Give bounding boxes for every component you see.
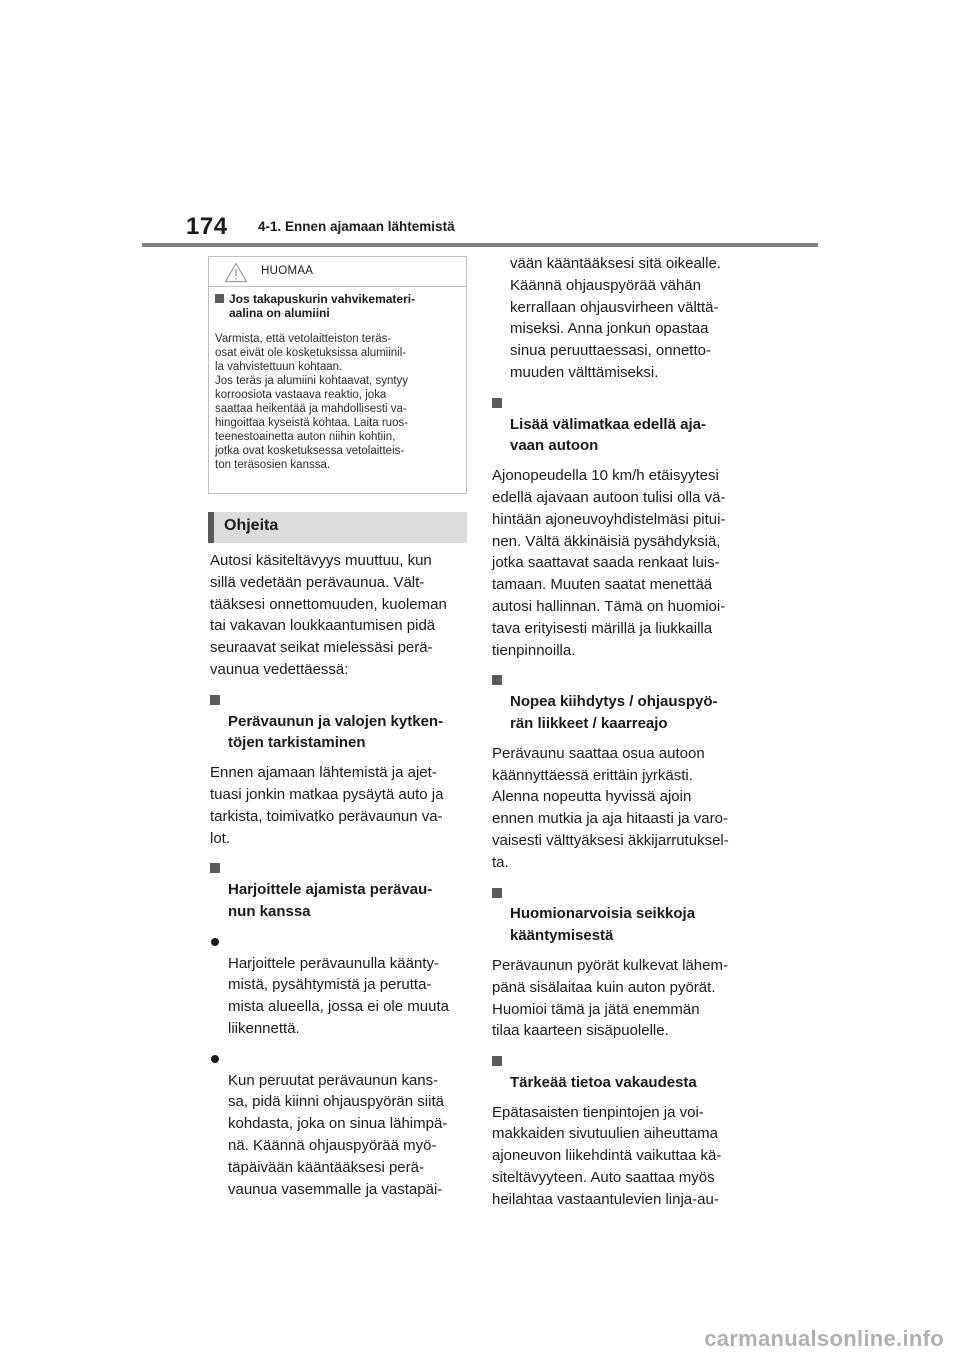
caution-header: [209, 257, 466, 287]
section-heading-text: Ohjeita: [224, 517, 279, 534]
square-bullet-icon: [492, 398, 502, 408]
round-bullet-icon: [211, 938, 219, 946]
paragraph-lights-check: Ennen ajamaan lähtemistä ja ajet- tuasi jonkin matkaa pysäytä auto ja tarkista, toimivatko perävaunun va- lot.: [210, 764, 444, 847]
bullet-item: [210, 931, 472, 1040]
square-bullet-icon: [210, 695, 220, 705]
bullet-continuation: vään kääntääksesi sitä oikealle. Käännä ohjauspyörää vähän kerrallaan ohjausvirheen välttä- miseksi. Anna jonkun opastaa sinua peruuttaessasi, onnetto- muuden välttämiseksi.: [510, 255, 721, 381]
subheading-text: Tärkeää tietoa vakaudesta: [510, 1073, 697, 1091]
right-column: [492, 253, 754, 1219]
bullet-item: [210, 1048, 472, 1201]
paragraph-turning: Perävaunun pyörät kulkevat lähem- pänä sisälaitaa kuin auton pyörät. Huomioi tämä ja jätä enemmän tilaa kaarteen sisäpuolelle.: [492, 956, 728, 1040]
square-bullet-icon: [492, 888, 502, 898]
subheading-stability: [492, 1050, 754, 1094]
subheading-text: Huomionarvoisia seikkoja kääntymisestä: [510, 905, 696, 945]
paragraph-distance: Ajonopeudella 10 km/h etäisyytesi edellä ajavaan autoon tulisi olla vä- hintään ajoneuvoyhdistelmäsi pitui- nen. Vältä äkkinäisiä pysähdyksiä, jotka saattavat saada renkaat luis- tamaan. Muuten saatat menettää autosi hallinnan. Tämä on huomioi- tava erityisesti märillä ja liukkailla tienpinnoilla.: [492, 467, 726, 659]
caution-title: HUOMAA: [261, 265, 314, 277]
square-bullet-icon: [215, 294, 224, 303]
square-bullet-icon: [492, 1056, 502, 1066]
section-heading: [208, 512, 467, 543]
page-number: 174: [186, 213, 228, 240]
paragraph-stability: Epätasaisten tienpintojen ja voi- makkaiden sivutuulien aiheuttama ajoneuvon liikehdintä vaikuttaa kä- siteltävyyteen. Auto saattaa myös heilahtaa vastaantulevien linja-au-: [492, 1103, 722, 1208]
bullet-text: Kun peruutat perävaunun kans- sa, pidä kiinni ohjauspyörän siitä kohdasta, joka on sinua lähimpä- nä. Käännä ohjauspyörää myö- täpäivään kääntääksesi perä- vaunua vasemmalle ja vastapäi-: [228, 1071, 448, 1198]
subheading-text: Perävaunun ja valojen kytken- töjen tarkistaminen: [228, 712, 444, 752]
intro-paragraph: Autosi käsiteltävyys muuttuu, kun sillä vedetään perävaunua. Vält- tääksesi onnettomuuden, kuoleman tai vakavan loukkaantumisen pidä seuraavat seikat mielessäsi perä- vaunua vedettäessä:: [210, 552, 447, 678]
subheading-turning: [492, 882, 754, 947]
square-bullet-icon: [492, 675, 502, 685]
caution-subheading: [215, 292, 461, 320]
subheading-lights-check: [210, 689, 472, 754]
paragraph-acceleration: Perävaunu saattaa osua autoon käännyttäessä erittäin jyrkästi. Alenna nopeutta hyvissä ajoin ennen mutkia ja aja hitaasti ja varo- vaisesti välttyäksesi äkkijarrutuksel- ta.: [492, 744, 729, 871]
watermark: carmanualsonline.info: [704, 1326, 944, 1351]
subheading-text: Nopea kiihdytys / ohjauspyö- rän liikkeet / kaarreajo: [510, 693, 718, 732]
bullet-text: Harjoittele perävaunulla käänty- mistä, pysähtymistä ja perutta- mista alueella, jossa ei ole muuta liikennettä.: [228, 954, 449, 1037]
header-divider: [142, 243, 818, 247]
square-bullet-icon: [210, 863, 220, 873]
subheading-acceleration: [492, 669, 754, 734]
left-column: [210, 550, 472, 1208]
warning-triangle-icon: [224, 262, 248, 283]
subheading-text: Harjoittele ajamista perävau- nun kanssa: [228, 881, 433, 920]
caution-subheading-text: Jos takapuskurin vahvikemateri- aalina on alumiini: [229, 292, 416, 320]
subheading-distance: [492, 392, 754, 457]
subheading-text: Lisää välimatkaa edellä aja- vaan autoon: [510, 415, 706, 455]
round-bullet-icon: [211, 1055, 219, 1063]
caution-body: Varmista, että vetolaitteiston teräs- osat eivät ole kosketuksissa alumiinil- la vahvistettuun kohtaan. Jos teräs ja alumiini kohtaavat, syntyy korroosiota vastaava reaktio, joka saattaa heikentää ja mahdollisesti va- hingoittaa kyseistä kohtaa. Laita ruos- teenestoainetta auton niihin kohtiin, jotka ovat kosketuksessa vetolaitteis- ton teräsosien kanssa.: [215, 333, 409, 471]
subheading-practice: [210, 857, 472, 922]
caution-box: [208, 256, 467, 494]
chapter-title: 4-1. Ennen ajamaan lähtemistä: [258, 219, 455, 234]
